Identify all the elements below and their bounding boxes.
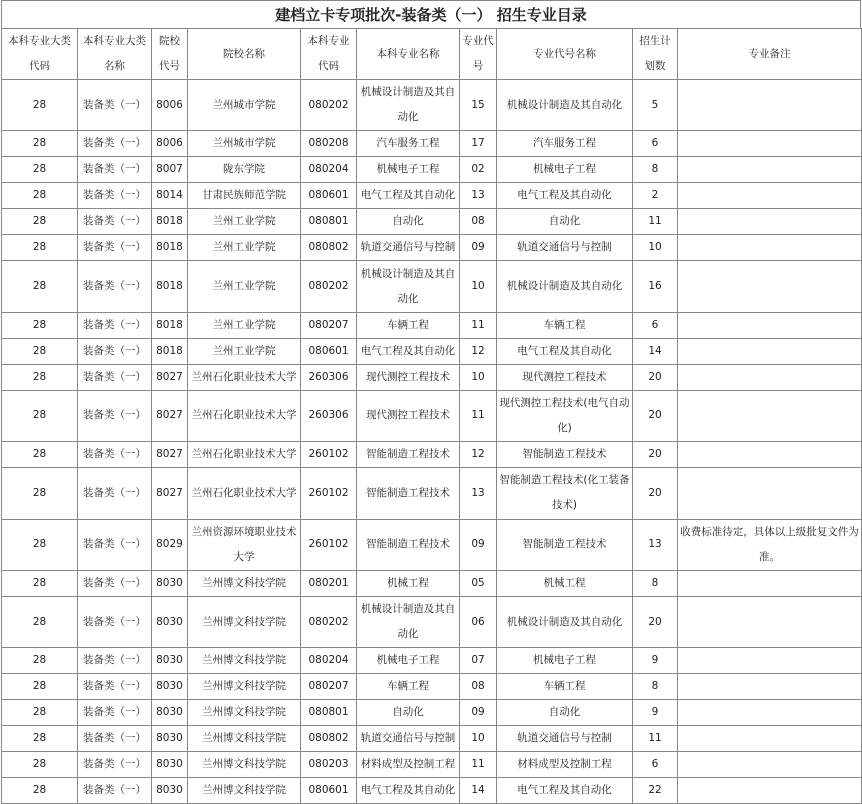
table-cell: 260102: [301, 519, 357, 570]
catalog-sheet: [1, 0, 861, 804]
col-header: 本科专业代码: [301, 29, 357, 80]
note-cell: [678, 338, 862, 364]
table-cell: 05: [460, 570, 497, 596]
table-cell: 080207: [301, 312, 357, 338]
table-cell: 智能制造工程技术(化工装备技术): [497, 468, 633, 519]
table-cell: 28: [2, 312, 78, 338]
note-cell: [678, 235, 862, 261]
table-cell: 8030: [152, 752, 188, 778]
table-cell: 20: [633, 468, 678, 519]
table-cell: 11: [460, 752, 497, 778]
note-cell: [678, 390, 862, 441]
table-cell: 28: [2, 442, 78, 468]
note-cell: 收费标准待定，具体以上级批复文件为准。: [678, 519, 862, 570]
table-cell: 8030: [152, 700, 188, 726]
table-row: [2, 726, 862, 752]
table-row: [2, 778, 862, 804]
table-cell: 20: [633, 390, 678, 441]
table-cell: 28: [2, 674, 78, 700]
table-cell: 10: [633, 235, 678, 261]
table-cell: 装备类（一）: [78, 468, 152, 519]
table-cell: 20: [633, 596, 678, 647]
table-cell: 28: [2, 131, 78, 157]
table-cell: 兰州资源环境职业技术大学: [188, 519, 301, 570]
note-cell: [678, 648, 862, 674]
table-cell: 6: [633, 312, 678, 338]
table-cell: 机械电子工程: [497, 648, 633, 674]
table-cell: 080201: [301, 570, 357, 596]
table-cell: 兰州石化职业技术大学: [188, 442, 301, 468]
table-cell: 5: [633, 80, 678, 131]
table-cell: 兰州博文科技学院: [188, 778, 301, 804]
table-row: [2, 442, 862, 468]
page-title: 建档立卡专项批次-装备类（一） 招生专业目录: [1, 0, 861, 28]
table-cell: 28: [2, 468, 78, 519]
table-cell: 装备类（一）: [78, 364, 152, 390]
table-cell: 兰州石化职业技术大学: [188, 364, 301, 390]
table-cell: 车辆工程: [357, 674, 460, 700]
table-cell: 8018: [152, 312, 188, 338]
table-body: [2, 80, 862, 804]
col-header: 专业代号: [460, 29, 497, 80]
table-cell: 兰州工业学院: [188, 209, 301, 235]
table-cell: 现代测控工程技术: [357, 390, 460, 441]
table-row: [2, 596, 862, 647]
table-cell: 材料成型及控制工程: [357, 752, 460, 778]
table-cell: 8: [633, 570, 678, 596]
table-cell: 机械设计制造及其自动化: [497, 261, 633, 312]
table-cell: 兰州博文科技学院: [188, 674, 301, 700]
table-row: [2, 364, 862, 390]
table-row: [2, 183, 862, 209]
table-cell: 装备类（一）: [78, 390, 152, 441]
table-cell: 080202: [301, 596, 357, 647]
table-cell: 机械电子工程: [497, 157, 633, 183]
note-cell: [678, 674, 862, 700]
table-cell: 8006: [152, 80, 188, 131]
table-row: [2, 752, 862, 778]
table-cell: 28: [2, 648, 78, 674]
table-cell: 28: [2, 778, 78, 804]
table-cell: 兰州城市学院: [188, 80, 301, 131]
note-cell: [678, 726, 862, 752]
table-cell: 陇东学院: [188, 157, 301, 183]
table-cell: 装备类（一）: [78, 183, 152, 209]
table-cell: 机械设计制造及其自动化: [357, 596, 460, 647]
table-cell: 28: [2, 80, 78, 131]
table-cell: 兰州工业学院: [188, 338, 301, 364]
table-cell: 兰州城市学院: [188, 131, 301, 157]
table-cell: 现代测控工程技术: [357, 364, 460, 390]
table-cell: 260306: [301, 364, 357, 390]
table-cell: 机械电子工程: [357, 157, 460, 183]
table-cell: 汽车服务工程: [357, 131, 460, 157]
table-cell: 装备类（一）: [78, 519, 152, 570]
table-cell: 080203: [301, 752, 357, 778]
table-cell: 260306: [301, 390, 357, 441]
table-cell: 自动化: [497, 700, 633, 726]
table-cell: 080202: [301, 261, 357, 312]
note-cell: [678, 312, 862, 338]
table-cell: 装备类（一）: [78, 312, 152, 338]
table-cell: 8027: [152, 364, 188, 390]
table-cell: 装备类（一）: [78, 157, 152, 183]
table-cell: 现代测控工程技术: [497, 364, 633, 390]
table-cell: 28: [2, 390, 78, 441]
col-header: 招生计划数: [633, 29, 678, 80]
table-cell: 机械设计制造及其自动化: [357, 80, 460, 131]
table-cell: 28: [2, 752, 78, 778]
col-header: 院校代号: [152, 29, 188, 80]
table-header-row: [2, 29, 862, 80]
table-cell: 车辆工程: [497, 674, 633, 700]
table-cell: 15: [460, 80, 497, 131]
table-cell: 080801: [301, 700, 357, 726]
table-cell: 自动化: [357, 209, 460, 235]
table-row: [2, 157, 862, 183]
table-cell: 28: [2, 338, 78, 364]
table-cell: 8030: [152, 648, 188, 674]
table-cell: 14: [633, 338, 678, 364]
table-cell: 兰州石化职业技术大学: [188, 390, 301, 441]
table-row: [2, 519, 862, 570]
table-cell: 轨道交通信号与控制: [357, 726, 460, 752]
table-cell: 8029: [152, 519, 188, 570]
note-cell: [678, 596, 862, 647]
catalog-table: [1, 28, 862, 804]
table-cell: 兰州工业学院: [188, 312, 301, 338]
table-cell: 09: [460, 700, 497, 726]
table-row: [2, 338, 862, 364]
table-cell: 8030: [152, 596, 188, 647]
table-cell: 080204: [301, 157, 357, 183]
table-cell: 8030: [152, 726, 188, 752]
table-cell: 09: [460, 519, 497, 570]
table-cell: 080802: [301, 726, 357, 752]
table-cell: 智能制造工程技术: [497, 442, 633, 468]
table-cell: 电气工程及其自动化: [497, 338, 633, 364]
table-cell: 8030: [152, 570, 188, 596]
table-cell: 22: [633, 778, 678, 804]
table-cell: 装备类（一）: [78, 442, 152, 468]
table-cell: 06: [460, 596, 497, 647]
table-cell: 智能制造工程技术: [357, 442, 460, 468]
table-cell: 8006: [152, 131, 188, 157]
table-cell: 车辆工程: [357, 312, 460, 338]
table-cell: 28: [2, 519, 78, 570]
table-cell: 28: [2, 157, 78, 183]
table-cell: 6: [633, 752, 678, 778]
table-cell: 11: [460, 390, 497, 441]
table-cell: 兰州博文科技学院: [188, 700, 301, 726]
table-cell: 9: [633, 700, 678, 726]
table-cell: 8027: [152, 442, 188, 468]
table-cell: 28: [2, 700, 78, 726]
col-header: 本科专业名称: [357, 29, 460, 80]
table-cell: 28: [2, 726, 78, 752]
table-cell: 08: [460, 209, 497, 235]
table-cell: 装备类（一）: [78, 235, 152, 261]
table-cell: 兰州博文科技学院: [188, 596, 301, 647]
table-cell: 13: [460, 468, 497, 519]
note-cell: [678, 442, 862, 468]
table-row: [2, 80, 862, 131]
col-header: 专业代号名称: [497, 29, 633, 80]
table-cell: 02: [460, 157, 497, 183]
note-cell: [678, 183, 862, 209]
table-cell: 11: [633, 209, 678, 235]
table-cell: 080204: [301, 648, 357, 674]
table-cell: 09: [460, 235, 497, 261]
table-row: [2, 235, 862, 261]
table-cell: 8030: [152, 778, 188, 804]
col-header: 本科专业大类名称: [78, 29, 152, 80]
table-cell: 装备类（一）: [78, 752, 152, 778]
table-cell: 智能制造工程技术: [357, 468, 460, 519]
table-cell: 机械设计制造及其自动化: [497, 80, 633, 131]
table-cell: 装备类（一）: [78, 131, 152, 157]
table-cell: 8018: [152, 338, 188, 364]
table-cell: 13: [460, 183, 497, 209]
table-cell: 轨道交通信号与控制: [497, 235, 633, 261]
table-cell: 装备类（一）: [78, 209, 152, 235]
table-row: [2, 261, 862, 312]
table-cell: 电气工程及其自动化: [357, 778, 460, 804]
table-cell: 装备类（一）: [78, 261, 152, 312]
table-cell: 10: [460, 261, 497, 312]
table-cell: 10: [460, 726, 497, 752]
table-cell: 080802: [301, 235, 357, 261]
note-cell: [678, 364, 862, 390]
table-cell: 兰州博文科技学院: [188, 752, 301, 778]
table-cell: 装备类（一）: [78, 726, 152, 752]
table-cell: 电气工程及其自动化: [357, 183, 460, 209]
table-row: [2, 700, 862, 726]
table-cell: 11: [633, 726, 678, 752]
note-cell: [678, 468, 862, 519]
note-cell: [678, 570, 862, 596]
table-cell: 汽车服务工程: [497, 131, 633, 157]
table-cell: 车辆工程: [497, 312, 633, 338]
table-cell: 装备类（一）: [78, 648, 152, 674]
table-cell: 甘肃民族师范学院: [188, 183, 301, 209]
note-cell: [678, 261, 862, 312]
table-row: [2, 468, 862, 519]
table-row: [2, 648, 862, 674]
table-row: [2, 674, 862, 700]
table-cell: 8030: [152, 674, 188, 700]
table-cell: 8018: [152, 209, 188, 235]
table-cell: 电气工程及其自动化: [497, 778, 633, 804]
table-cell: 28: [2, 364, 78, 390]
note-cell: [678, 209, 862, 235]
table-cell: 20: [633, 442, 678, 468]
table-cell: 兰州石化职业技术大学: [188, 468, 301, 519]
table-cell: 机械设计制造及其自动化: [497, 596, 633, 647]
note-cell: [678, 778, 862, 804]
table-cell: 260102: [301, 442, 357, 468]
table-cell: 080202: [301, 80, 357, 131]
table-row: [2, 312, 862, 338]
table-cell: 装备类（一）: [78, 570, 152, 596]
table-cell: 电气工程及其自动化: [497, 183, 633, 209]
table-cell: 28: [2, 570, 78, 596]
table-cell: 8: [633, 674, 678, 700]
table-cell: 机械设计制造及其自动化: [357, 261, 460, 312]
table-cell: 轨道交通信号与控制: [497, 726, 633, 752]
table-cell: 8027: [152, 468, 188, 519]
note-cell: [678, 700, 862, 726]
table-cell: 兰州博文科技学院: [188, 570, 301, 596]
table-cell: 28: [2, 596, 78, 647]
table-row: [2, 131, 862, 157]
table-cell: 12: [460, 338, 497, 364]
table-cell: 兰州工业学院: [188, 235, 301, 261]
table-cell: 现代测控工程技术(电气自动化): [497, 390, 633, 441]
table-cell: 12: [460, 442, 497, 468]
table-cell: 6: [633, 131, 678, 157]
note-cell: [678, 131, 862, 157]
note-cell: [678, 80, 862, 131]
table-cell: 电气工程及其自动化: [357, 338, 460, 364]
table-cell: 07: [460, 648, 497, 674]
col-header: 院校名称: [188, 29, 301, 80]
table-cell: 兰州博文科技学院: [188, 648, 301, 674]
table-cell: 080801: [301, 209, 357, 235]
table-cell: 装备类（一）: [78, 674, 152, 700]
table-cell: 080601: [301, 778, 357, 804]
table-cell: 16: [633, 261, 678, 312]
table-cell: 080601: [301, 338, 357, 364]
table-cell: 机械工程: [357, 570, 460, 596]
table-cell: 28: [2, 235, 78, 261]
table-cell: 8018: [152, 235, 188, 261]
table-cell: 8007: [152, 157, 188, 183]
table-cell: 智能制造工程技术: [357, 519, 460, 570]
table-cell: 14: [460, 778, 497, 804]
table-cell: 9: [633, 648, 678, 674]
table-cell: 13: [633, 519, 678, 570]
table-cell: 08: [460, 674, 497, 700]
table-row: [2, 570, 862, 596]
table-cell: 机械工程: [497, 570, 633, 596]
table-cell: 260102: [301, 468, 357, 519]
table-cell: 8027: [152, 390, 188, 441]
table-cell: 智能制造工程技术: [497, 519, 633, 570]
table-cell: 8018: [152, 261, 188, 312]
table-cell: 2: [633, 183, 678, 209]
table-cell: 装备类（一）: [78, 80, 152, 131]
col-header: 专业备注: [678, 29, 862, 80]
table-cell: 080207: [301, 674, 357, 700]
table-cell: 自动化: [497, 209, 633, 235]
col-header: 本科专业大类代码: [2, 29, 78, 80]
table-cell: 机械电子工程: [357, 648, 460, 674]
table-row: [2, 209, 862, 235]
table-cell: 装备类（一）: [78, 596, 152, 647]
table-cell: 28: [2, 261, 78, 312]
table-cell: 材料成型及控制工程: [497, 752, 633, 778]
table-cell: 28: [2, 209, 78, 235]
table-cell: 兰州博文科技学院: [188, 726, 301, 752]
note-cell: [678, 157, 862, 183]
table-cell: 装备类（一）: [78, 700, 152, 726]
table-cell: 080601: [301, 183, 357, 209]
table-cell: 20: [633, 364, 678, 390]
table-cell: 轨道交通信号与控制: [357, 235, 460, 261]
table-cell: 28: [2, 183, 78, 209]
table-cell: 8: [633, 157, 678, 183]
table-cell: 17: [460, 131, 497, 157]
table-cell: 兰州工业学院: [188, 261, 301, 312]
table-cell: 11: [460, 312, 497, 338]
table-cell: 8014: [152, 183, 188, 209]
table-cell: 装备类（一）: [78, 778, 152, 804]
note-cell: [678, 752, 862, 778]
table-cell: 装备类（一）: [78, 338, 152, 364]
table-cell: 自动化: [357, 700, 460, 726]
table-row: [2, 390, 862, 441]
table-cell: 080208: [301, 131, 357, 157]
table-cell: 10: [460, 364, 497, 390]
